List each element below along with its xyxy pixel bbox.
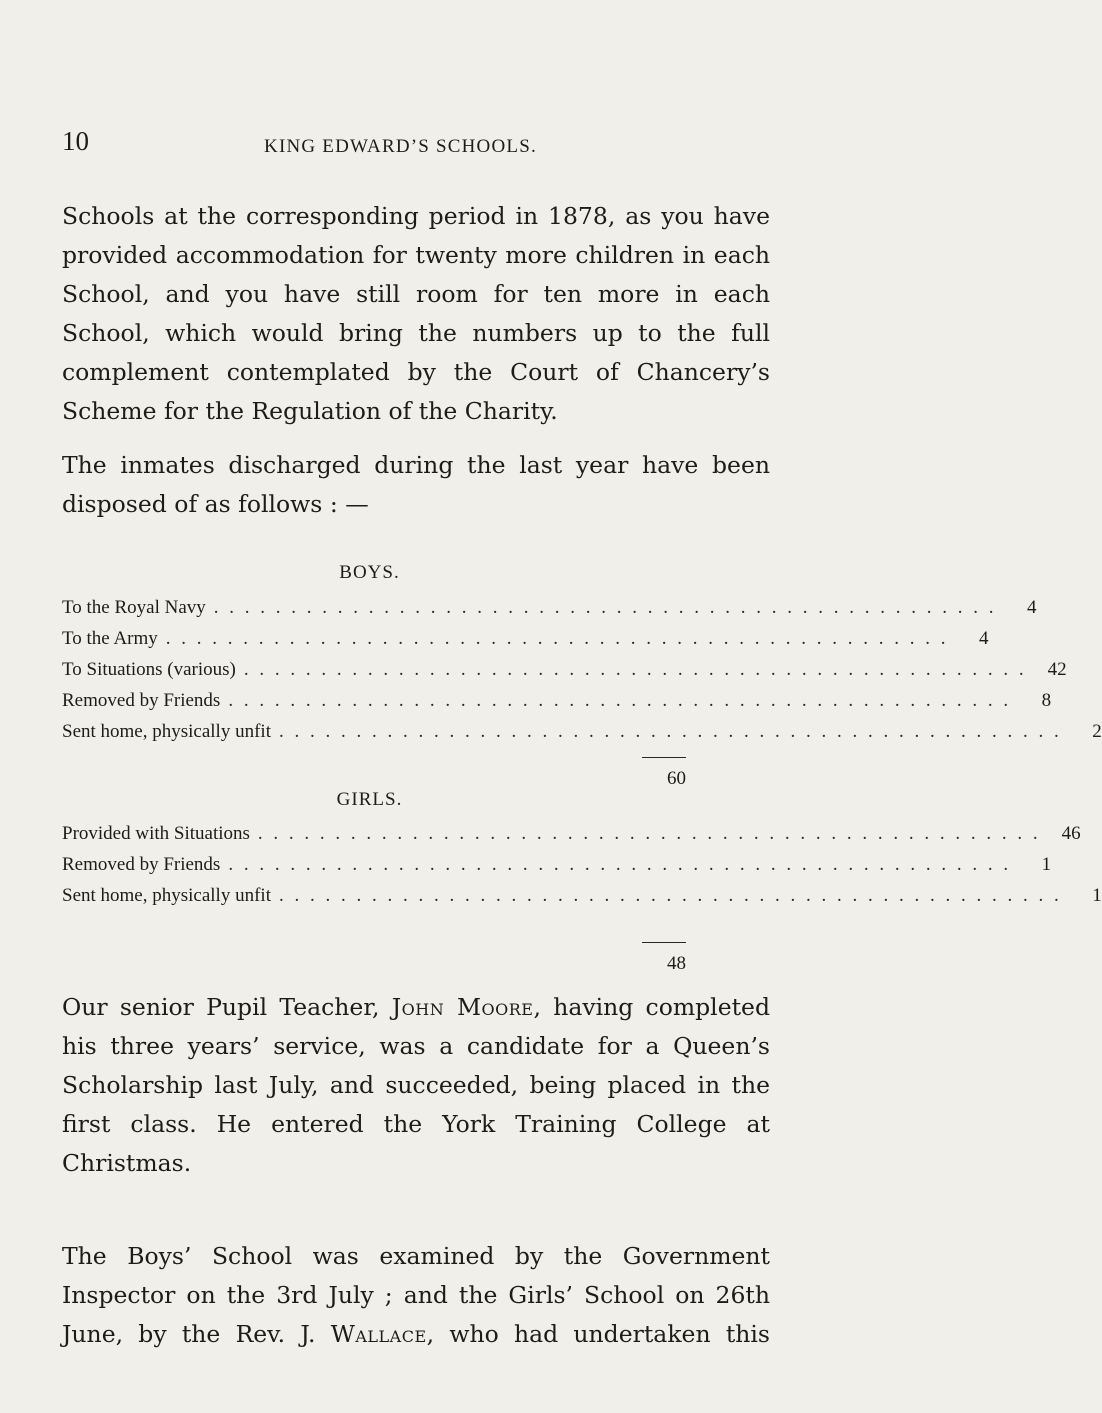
- text-fragment: , who had undertaken this: [426, 1320, 770, 1348]
- text-line: his three years’ service, was a candidate for a Queen’s: [62, 1032, 770, 1060]
- text-fragment: , having completed: [533, 993, 770, 1021]
- text-line: Scholarship last July, and succeeded, being placed in the: [62, 1071, 770, 1099]
- row-value: 42: [1047, 659, 1067, 680]
- text-line: School, which would bring the numbers up to the full: [62, 319, 770, 347]
- text-line: School, and you have still room for ten more in each: [62, 280, 770, 308]
- boys-total: 60: [667, 768, 686, 789]
- paragraph-pupil-teacher: [62, 988, 770, 1183]
- text-fragment: Our senior Pupil Teacher,: [62, 993, 380, 1021]
- row-label: Removed by Friends: [62, 690, 221, 711]
- text-line: The Boys’ School was examined by the Government: [62, 1242, 770, 1270]
- sum-rule: [642, 757, 686, 758]
- row-label: Sent home, physically unfit: [62, 721, 271, 742]
- row-label: Provided with Situations: [62, 823, 250, 844]
- boys-table: [62, 597, 1102, 752]
- page-number: 10: [62, 126, 89, 156]
- paragraph-discharged: [62, 446, 770, 524]
- text-line: Schools at the corresponding period in 1878, as you have: [62, 202, 770, 230]
- table-row: [62, 854, 1052, 885]
- text-line: Scheme for the Regulation of the Charity.: [62, 397, 558, 425]
- person-name: John Moore: [391, 993, 534, 1021]
- table-row: [62, 885, 1102, 916]
- table-row: [62, 628, 989, 659]
- leader-dots: . . . . . . . . . . . . . . . . . . . . . . . . . . . . . . . . . . . . . . . . . . . . . . . . . . .: [278, 885, 1062, 906]
- paragraph-accommodation: [62, 197, 770, 431]
- row-value: 1: [1092, 885, 1102, 906]
- leader-dots: . . . . . . . . . . . . . . . . . . . . . . . . . . . . . . . . . . . . . . . . . . . . . . . . . . .: [278, 721, 1062, 742]
- row-value: 8: [1041, 690, 1052, 711]
- row-value: 2: [1092, 721, 1102, 742]
- row-value: 4: [979, 628, 989, 649]
- row-label: To the Army: [62, 628, 158, 649]
- text-line: The inmates discharged during the last year have been: [62, 451, 770, 479]
- table-row: [62, 721, 1102, 752]
- leader-dots: . . . . . . . . . . . . . . . . . . . . . . . . . . . . . . . . . . . . . . . . . . . . . . . . . . .: [213, 597, 997, 618]
- row-value: 4: [1027, 597, 1037, 618]
- text-fragment: June, by the Rev. J.: [62, 1320, 316, 1348]
- row-value: 1: [1041, 854, 1052, 875]
- text-line: first class. He entered the York Training College at: [62, 1110, 770, 1138]
- leader-dots: . . . . . . . . . . . . . . . . . . . . . . . . . . . . . . . . . . . . . . . . . . . . . . . . . . .: [228, 690, 1012, 711]
- table-row: [62, 823, 1081, 854]
- row-label: Sent home, physically unfit: [62, 885, 271, 906]
- table-row: [62, 597, 1037, 628]
- text-line: complement contemplated by the Court of Chancery’s: [62, 358, 770, 386]
- text-line: provided accommodation for twenty more children in each: [62, 241, 770, 269]
- text-line: [62, 988, 770, 1027]
- sum-rule: [642, 942, 686, 943]
- row-label: Removed by Friends: [62, 854, 221, 875]
- leader-dots: . . . . . . . . . . . . . . . . . . . . . . . . . . . . . . . . . . . . . . . . . . . . . . . . . . .: [165, 628, 949, 649]
- leader-dots: . . . . . . . . . . . . . . . . . . . . . . . . . . . . . . . . . . . . . . . . . . . . . . . . . . .: [228, 854, 1012, 875]
- text-line: Inspector on the 3rd July ; and the Girls’ School on 26th: [62, 1281, 770, 1309]
- person-name: Wallace: [330, 1320, 427, 1348]
- table-row: [62, 690, 1052, 721]
- girls-table: [62, 823, 1102, 916]
- running-title: KING EDWARD’S SCHOOLS.: [264, 136, 537, 157]
- boys-heading: BOYS.: [339, 562, 400, 583]
- paragraph-examination: [62, 1237, 770, 1354]
- text-line: disposed of as follows : —: [62, 490, 369, 518]
- text-line: [62, 1315, 770, 1354]
- leader-dots: . . . . . . . . . . . . . . . . . . . . . . . . . . . . . . . . . . . . . . . . . . . . . . . . . . .: [257, 823, 1041, 844]
- row-label: To the Royal Navy: [62, 597, 206, 618]
- row-value: 46: [1061, 823, 1081, 844]
- table-row: [62, 659, 1067, 690]
- girls-total: 48: [667, 953, 686, 974]
- row-label: To Situations (various): [62, 659, 236, 680]
- leader-dots: . . . . . . . . . . . . . . . . . . . . . . . . . . . . . . . . . . . . . . . . . . . . . . . . . . .: [243, 659, 1027, 680]
- girls-heading: GIRLS.: [336, 789, 403, 810]
- text-line: Christmas.: [62, 1149, 192, 1177]
